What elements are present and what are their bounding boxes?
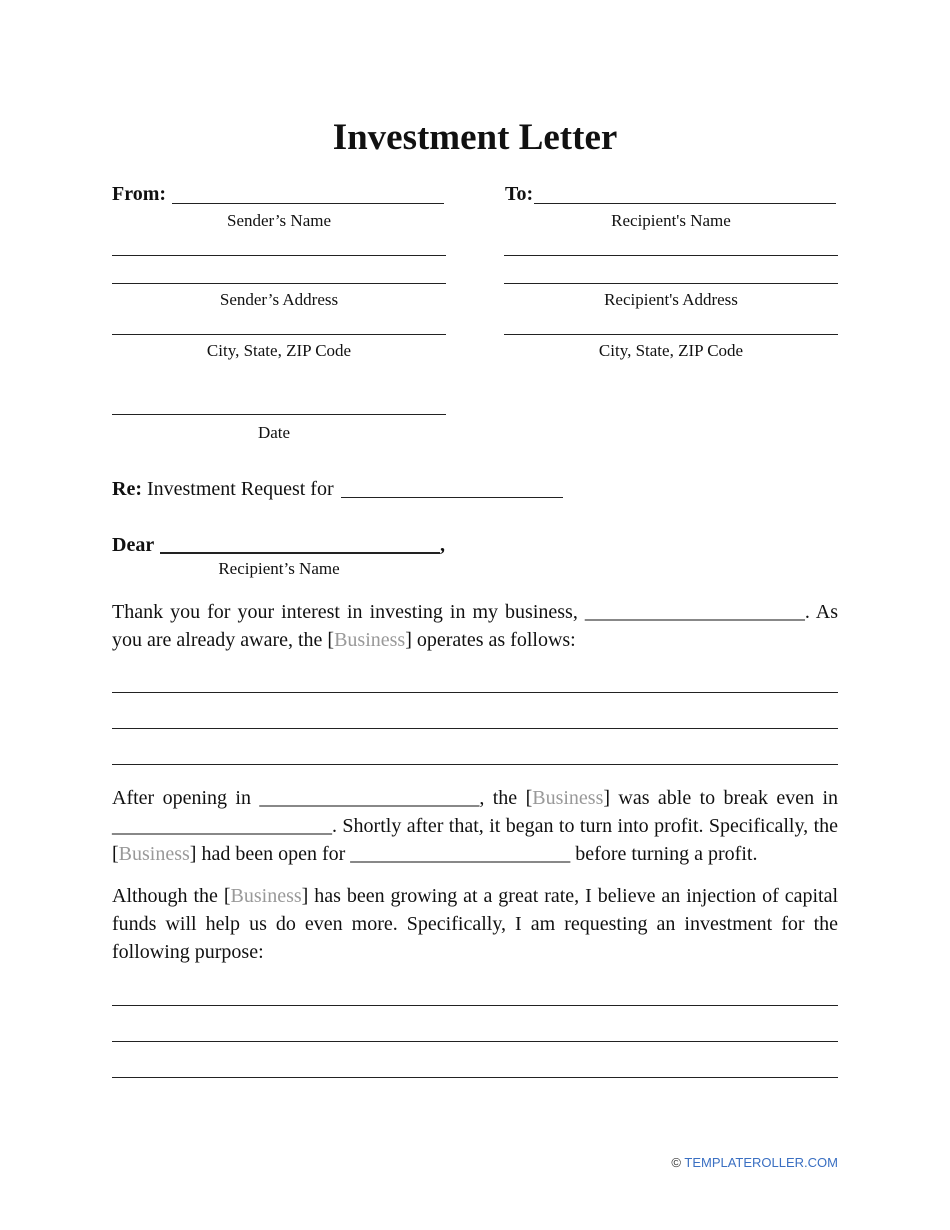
footer-credit: [671, 1155, 838, 1170]
business-placeholder: Business: [118, 843, 190, 865]
p2-text-f: before turning a profit.: [575, 843, 758, 865]
p2-text-c: ] was able to break even in: [603, 787, 839, 809]
sender-address-line-2[interactable]: [112, 283, 446, 284]
p2-text-a: After opening in: [112, 787, 251, 809]
sender-city-field[interactable]: [112, 334, 446, 335]
p2-text-d: . Shortly after that, it began to turn into profit. Specifically, the [: [112, 815, 838, 865]
re-line: [112, 477, 334, 501]
recipient-city-caption: City, State, ZIP Code: [598, 341, 744, 360]
paragraph-3: [112, 882, 838, 966]
p1-text-c: ] operates as follows:: [405, 629, 576, 651]
business-placeholder: Business: [532, 787, 604, 809]
from-label: From:: [112, 183, 167, 205]
sender-address-caption: Sender’s Address: [219, 290, 339, 309]
date-caption: Date: [257, 423, 291, 442]
p1-text-b: . As you are already aware, the [: [112, 601, 838, 651]
break-even-field[interactable]: ______________________: [112, 815, 332, 837]
purpose-line-3[interactable]: [112, 1077, 838, 1078]
p3-text-b: ] has been growing at a great rate, I believe an injection of capital funds will help us do even more. Specifically, I am requesting an investment for the following purpose:: [112, 885, 838, 963]
sender-name-field[interactable]: [172, 203, 444, 204]
footer-site-link[interactable]: TEMPLATEROLLER.COM: [684, 1155, 838, 1170]
operations-line-3[interactable]: [112, 764, 838, 765]
sender-name-caption: Sender’s Name: [226, 211, 332, 230]
opening-date-field[interactable]: ______________________: [259, 787, 480, 809]
document-title: Investment Letter: [332, 117, 618, 158]
re-text: Investment Request for: [146, 478, 334, 500]
recipient-name-field[interactable]: [534, 203, 836, 204]
dear-comma: ,: [440, 534, 445, 556]
p3-text-a: Although the [: [112, 885, 231, 907]
business-name-field[interactable]: ______________________: [584, 601, 805, 623]
sender-city-caption: City, State, ZIP Code: [206, 341, 352, 360]
recipient-address-line-1[interactable]: [504, 255, 838, 256]
recipient-name-caption: Recipient's Name: [611, 211, 731, 230]
recipient-address-caption: Recipient's Address: [604, 290, 738, 309]
business-placeholder: Business: [230, 885, 302, 907]
operations-line-1[interactable]: [112, 692, 838, 693]
sender-address-line-1[interactable]: [112, 255, 446, 256]
p2-text-e: ] had been open for: [189, 843, 346, 865]
operations-line-2[interactable]: [112, 728, 838, 729]
to-label: To:: [505, 183, 534, 205]
recipient-city-field[interactable]: [504, 334, 838, 335]
purpose-line-1[interactable]: [112, 1005, 838, 1006]
date-field[interactable]: [112, 414, 446, 415]
copyright-symbol: ©: [671, 1155, 681, 1170]
investment-request-field[interactable]: [341, 497, 563, 498]
recipient-address-line-2[interactable]: [504, 283, 838, 284]
open-duration-field[interactable]: ______________________: [350, 843, 571, 865]
p1-text-a: Thank you for your interest in investing in my business,: [112, 601, 578, 623]
purpose-line-2[interactable]: [112, 1041, 838, 1042]
dear-name-field[interactable]: [160, 552, 440, 554]
re-label: Re:: [112, 478, 142, 500]
paragraph-1: [112, 598, 838, 654]
p2-text-b: , the [: [479, 787, 533, 809]
paragraph-2: [112, 784, 838, 868]
dear-caption: Recipient’s Name: [218, 559, 340, 578]
dear-label: Dear: [112, 534, 155, 556]
business-placeholder: Business: [334, 629, 406, 651]
